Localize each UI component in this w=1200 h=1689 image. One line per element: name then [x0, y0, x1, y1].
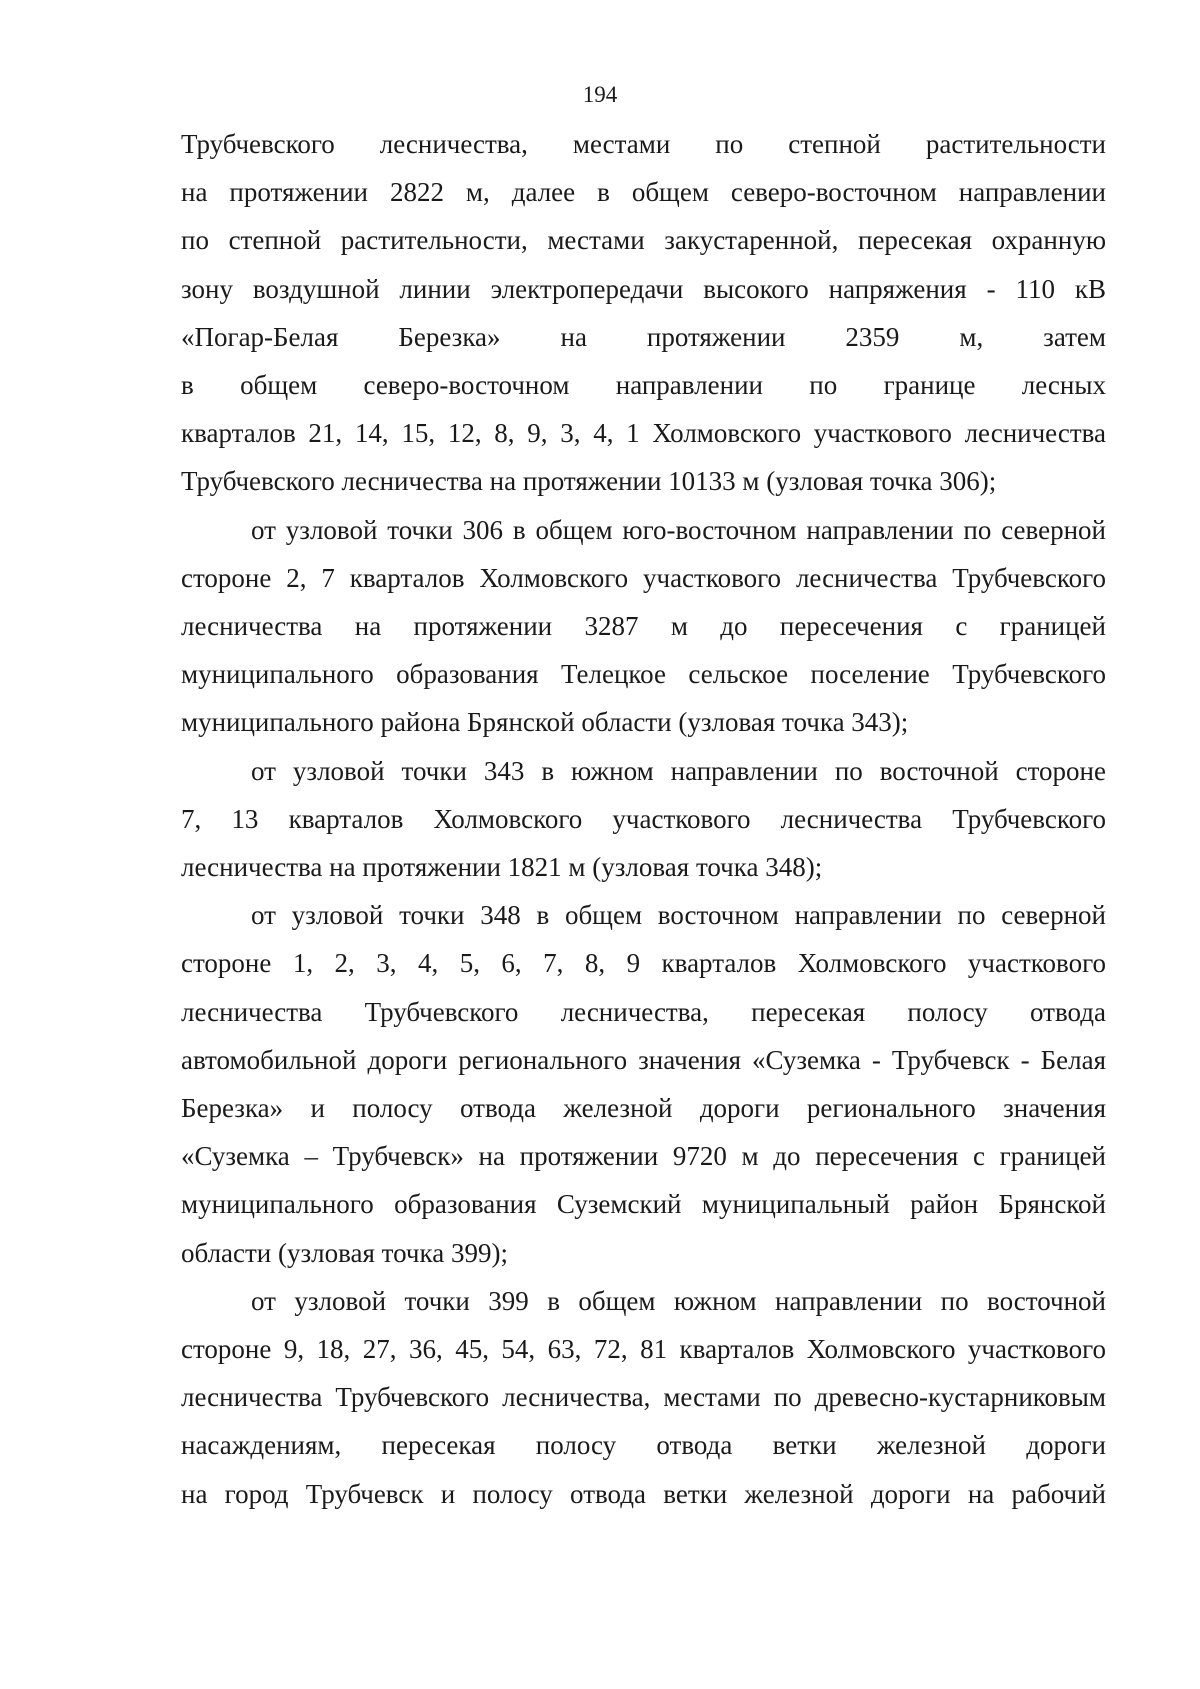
- paragraph-1: [181, 120, 1106, 506]
- text-line: по степной растительности, местами закустаренной, пересекая охранную: [181, 225, 1106, 256]
- text-line: лесничества на протяжении 1821 м (узловая точка 348);: [181, 852, 823, 883]
- text-line: кварталов 21, 14, 15, 12, 8, 9, 3, 4, 1 Холмовского участкового лесничества: [181, 418, 1106, 449]
- text-line: «Суземка – Трубчевск» на протяжении 9720 м до пересечения с границей: [181, 1141, 1106, 1172]
- paragraph-4: [181, 891, 1106, 1277]
- text-line: в общем северо-восточном направлении по границе лесных: [181, 370, 1106, 401]
- text-line: «Погар-Белая Березка» на протяжении 2359 м, затем: [181, 321, 1106, 352]
- text-line: 7, 13 кварталов Холмовского участкового лесничества Трубчевского: [181, 803, 1106, 834]
- text-line: Березка» и полосу отвода железной дороги регионального значения: [181, 1093, 1106, 1124]
- document-body: [181, 120, 1106, 1518]
- text-line: от узловой точки 399 в общем южном направлении по восточной: [251, 1285, 1106, 1316]
- text-line: муниципального района Брянской области (узловая точка 343);: [181, 707, 909, 738]
- text-line: области (узловая точка 399);: [181, 1237, 508, 1268]
- text-line: от узловой точки 348 в общем восточном направлении по северной: [251, 900, 1106, 931]
- text-line: насаждениям, пересекая полосу отвода ветки железной дороги: [181, 1430, 1106, 1461]
- text-line: от узловой точки 343 в южном направлении по восточной стороне: [251, 755, 1106, 786]
- text-line: на город Трубчевск и полосу отвода ветки железной дороги на рабочий: [181, 1478, 1106, 1509]
- text-line: Трубчевского лесничества, местами по степной растительности: [181, 129, 1106, 159]
- text-line: стороне 2, 7 кварталов Холмовского участкового лесничества Трубчевского: [181, 562, 1106, 593]
- paragraph-5: [181, 1277, 1106, 1518]
- text-line: автомобильной дороги регионального значения «Суземка - Трубчевск - Белая: [181, 1044, 1106, 1075]
- text-line: муниципального образования Суземский муниципальный район Брянской: [181, 1189, 1106, 1220]
- text-line: лесничества на протяжении 3287 м до пересечения с границей: [181, 611, 1106, 642]
- text-line: зону воздушной линии электропередачи высокого напряжения - 110 кВ: [181, 273, 1106, 304]
- text-line: на протяжении 2822 м, далее в общем северо-восточном направлении: [181, 177, 1106, 208]
- text-line: от узловой точки 306 в общем юго-восточном направлении по северной: [251, 514, 1106, 545]
- paragraph-2: [181, 506, 1106, 747]
- page-number: 194: [582, 82, 618, 107]
- text-line: муниципального образования Телецкое сельское поселение Трубчевского: [181, 659, 1106, 690]
- text-line: лесничества Трубчевского лесничества, пересекая полосу отвода: [181, 996, 1106, 1027]
- text-line: стороне 1, 2, 3, 4, 5, 6, 7, 8, 9 кварталов Холмовского участкового: [181, 948, 1106, 979]
- text-line: Трубчевского лесничества на протяжении 10133 м (узловая точка 306);: [181, 466, 997, 497]
- paragraph-3: [181, 747, 1106, 892]
- text-line: лесничества Трубчевского лесничества, местами по древесно-кустарниковым: [181, 1382, 1106, 1413]
- text-line: стороне 9, 18, 27, 36, 45, 54, 63, 72, 81 кварталов Холмовского участкового: [181, 1334, 1106, 1365]
